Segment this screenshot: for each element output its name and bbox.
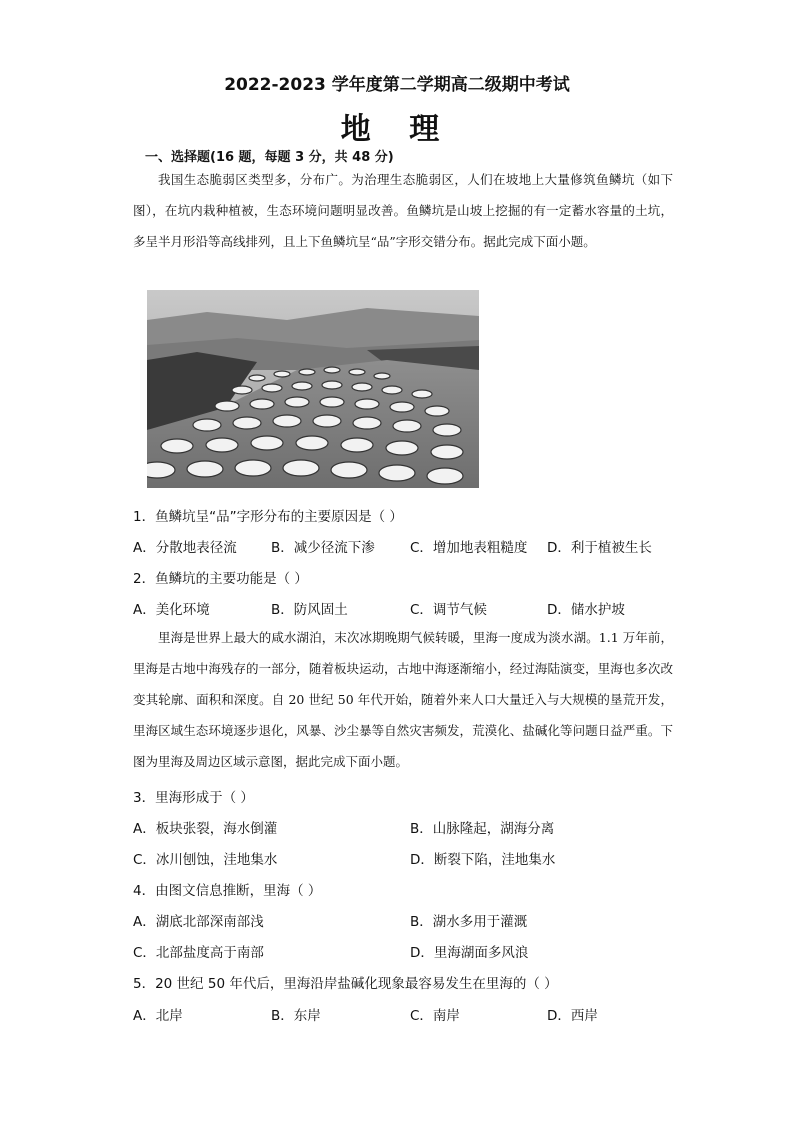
q4-option-c[interactable]: C．北部盐度高于南部 xyxy=(133,945,264,961)
exam-title: 2022-2023 学年度第二学期高二级期中考试 xyxy=(224,75,570,95)
question-5-stem: 5．20 世纪 50 年代后，里海沿岸盐碱化现象最容易发生在里海的（ ） xyxy=(133,976,558,992)
q3-option-c[interactable]: C．冰川刨蚀，洼地集水 xyxy=(133,852,278,868)
q4-option-d[interactable]: D．里海湖面多风浪 xyxy=(410,945,529,961)
passage-caspian-sea xyxy=(133,622,673,777)
passage-fish-scale-pits xyxy=(133,164,673,257)
q2-option-c[interactable]: C．调节气候 xyxy=(410,602,487,618)
question-1-stem: 1．鱼鳞坑呈“品”字形分布的主要原因是（ ） xyxy=(133,509,403,525)
q2-option-b[interactable]: B．防风固土 xyxy=(271,602,348,618)
question-4-stem: 4．由图文信息推断，里海（ ） xyxy=(133,883,322,899)
q3-option-d[interactable]: D．断裂下陷，洼地集水 xyxy=(410,852,556,868)
passage-text: 我国生态脆弱区类型多，分布广。为治理生态脆弱区，人们在坡地上大量修筑鱼鳞坑（如下图），在坑内栽种植被，生态环境问题明显改善。鱼鳞坑是山坡上挖掘的有一定蓄水容量的土坑，多呈半月形沿等高线排列，且上下鱼鳞坑呈“品”字形交错分布。据此完成下面小题。 xyxy=(133,172,673,249)
question-3-stem: 3．里海形成于（ ） xyxy=(133,790,254,806)
q5-option-c[interactable]: C．南岸 xyxy=(410,1008,460,1024)
q1-option-a[interactable]: A．分散地表径流 xyxy=(133,540,237,556)
q3-option-a[interactable]: A．板块张裂，海水倒灌 xyxy=(133,821,278,837)
q5-option-a[interactable]: A．北岸 xyxy=(133,1008,183,1024)
fish-scale-pits-photo xyxy=(147,290,479,488)
q4-option-b[interactable]: B．湖水多用于灌溉 xyxy=(410,914,528,930)
question-2-stem: 2．鱼鳞坑的主要功能是（ ） xyxy=(133,571,308,587)
q5-option-d[interactable]: D．西岸 xyxy=(547,1008,598,1024)
passage-text: 里海是世界上最大的咸水湖泊，末次冰期晚期气候转暖，里海一度成为淡水湖。1.1 万年前，里海是古地中海残存的一部分，随着板块运动，古地中海逐渐缩小，经过海陆演变，里海也多次改变其轮廓、面积和深度。自 20 世纪 50 年代开始，随着外来人口大量迁入与大规模的垦荒开发，里海区域生态环境逐步退化，风暴、沙尘暴等自然灾害频发，荒漠化、盐碱化等问题日益严重。下图为里海及周边区域示意图，据此完成下面小题。 xyxy=(133,630,673,769)
q3-option-b[interactable]: B．山脉隆起，湖海分离 xyxy=(410,821,555,837)
photo-illustration xyxy=(147,290,479,488)
q1-option-c[interactable]: C．增加地表粗糙度 xyxy=(410,540,528,556)
subject-heading: 地 理 xyxy=(340,112,454,147)
q5-option-b[interactable]: B．东岸 xyxy=(271,1008,321,1024)
q4-option-a[interactable]: A．湖底北部深南部浅 xyxy=(133,914,264,930)
section-heading: 一、选择题(16 题，每题 3 分，共 48 分) xyxy=(145,150,394,165)
q2-option-d[interactable]: D．储水护坡 xyxy=(547,602,625,618)
q2-option-a[interactable]: A．美化环境 xyxy=(133,602,210,618)
q1-option-d[interactable]: D．利于植被生长 xyxy=(547,540,652,556)
q1-option-b[interactable]: B．减少径流下渗 xyxy=(271,540,375,556)
